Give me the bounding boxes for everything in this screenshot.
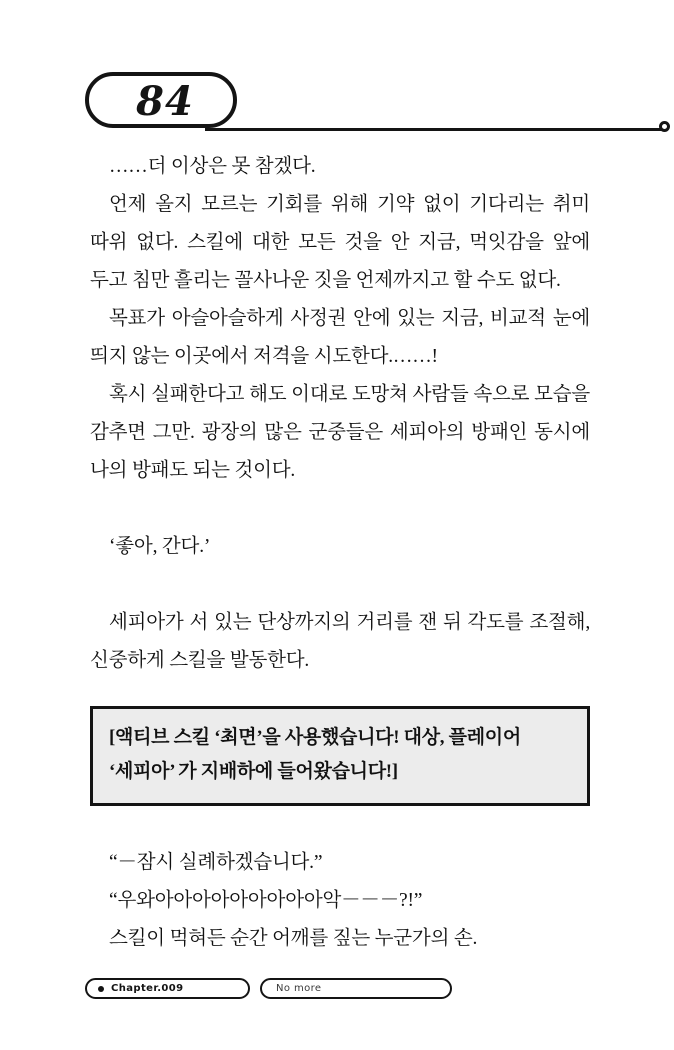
- footer-title-chip: [260, 978, 452, 999]
- paragraph-spacer: [90, 806, 590, 844]
- footer-chapter-label: Chapter.009: [111, 983, 184, 994]
- system-message-text: [액티브 스킬 ‘최면’을 사용했습니다! 대상, 플레이어 ‘세피아’ 가 지배하에 들어왔습니다!]: [109, 727, 521, 782]
- paragraph: 스킬이 먹혀든 순간 어깨를 짚는 누군가의 손.: [109, 928, 478, 949]
- chapter-number: 84: [136, 78, 194, 125]
- header-rule: [205, 128, 667, 131]
- paragraph: 언제 올지 모르는 기회를 위해 기약 없이 기다리는 취미 따위 없다. 스킬에 대한 모든 것을 안 지금, 먹잇감을 앞에 두고 침만 흘리는 꼴사나운 짓을 언제까지고 할 수도 없다.: [90, 194, 590, 291]
- chapter-header: [85, 72, 591, 140]
- footer-title-label: No more: [276, 983, 322, 994]
- header-end-dot-icon: [659, 121, 670, 132]
- paragraph: 목표가 아슬아슬하게 사정권 안에 있는 지금, 비교적 눈에 띄지 않는 이곳에서 저격을 시도한다.……!: [90, 308, 590, 367]
- paragraph-dialogue: “－잠시 실례하겠습니다.”: [109, 852, 323, 873]
- chapter-number-badge: [85, 72, 237, 128]
- paragraph-spacer: [90, 490, 590, 528]
- paragraph: ……더 이상은 못 참겠다.: [109, 156, 316, 177]
- bullet-icon: [98, 986, 104, 992]
- page-footer: [85, 978, 591, 1002]
- footer-chapter-chip: [85, 978, 250, 999]
- paragraph-quote: ‘좋아, 간다.’: [109, 536, 211, 557]
- page-body: [90, 148, 590, 958]
- paragraph-dialogue: “우와아아아아아아아아아악－－－?!”: [109, 890, 423, 911]
- paragraph: 혹시 실패한다고 해도 이대로 도망쳐 사람들 속으로 모습을 감추면 그만. 광장의 많은 군중들은 세피아의 방패인 동시에 나의 방패도 되는 것이다.: [90, 384, 590, 481]
- system-message-box: [90, 706, 590, 806]
- paragraph: 세피아가 서 있는 단상까지의 거리를 잰 뒤 각도를 조절해, 신중하게 스킬을 발동한다.: [90, 612, 590, 671]
- paragraph-spacer: [90, 566, 590, 604]
